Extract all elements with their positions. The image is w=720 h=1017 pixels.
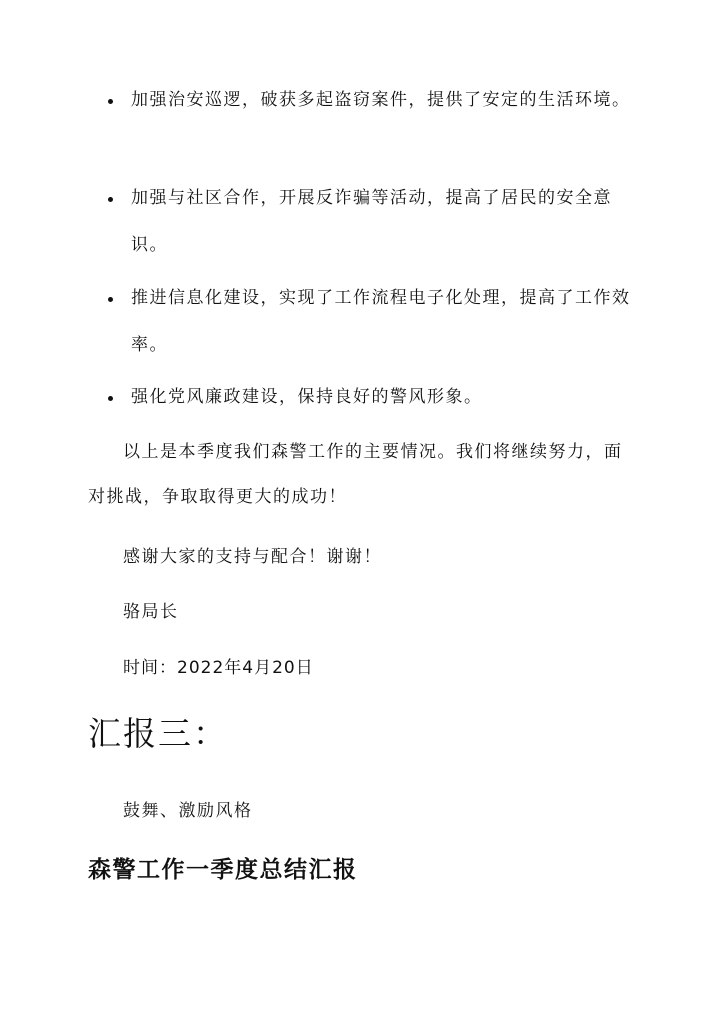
closing-paragraph: 以上是本季度我们森警工作的主要情况。我们将继续努力，面对挑战，争取取得更大的成功！	[88, 442, 623, 507]
thanks-line: 感谢大家的支持与配合！谢谢！	[123, 547, 382, 567]
list-item-text: 强化党风廉政建设，保持良好的警风形象。	[131, 387, 483, 407]
bullet-icon	[108, 297, 113, 302]
date-line: 时间：2022年4月20日	[123, 658, 314, 678]
style-note: 鼓舞、激励风格	[123, 801, 253, 821]
list-item-text: 加强与社区合作，开展反诈骗等活动，提高了居民的安全意识。	[131, 188, 612, 255]
bullet-icon	[108, 99, 113, 104]
list-item-text: 推进信息化建设，实现了工作流程电子化处理，提高了工作效率。	[131, 288, 631, 355]
signature: 骆局长	[123, 602, 179, 622]
bullet-icon	[108, 197, 113, 202]
list-item-text: 加强治安巡逻，破获多起盗窃案件，提供了安定的生活环境。	[131, 90, 631, 110]
bullet-icon	[108, 396, 113, 401]
section-heading: 汇报三：	[88, 714, 228, 753]
report-title: 森警工作一季度总结汇报	[88, 856, 358, 883]
